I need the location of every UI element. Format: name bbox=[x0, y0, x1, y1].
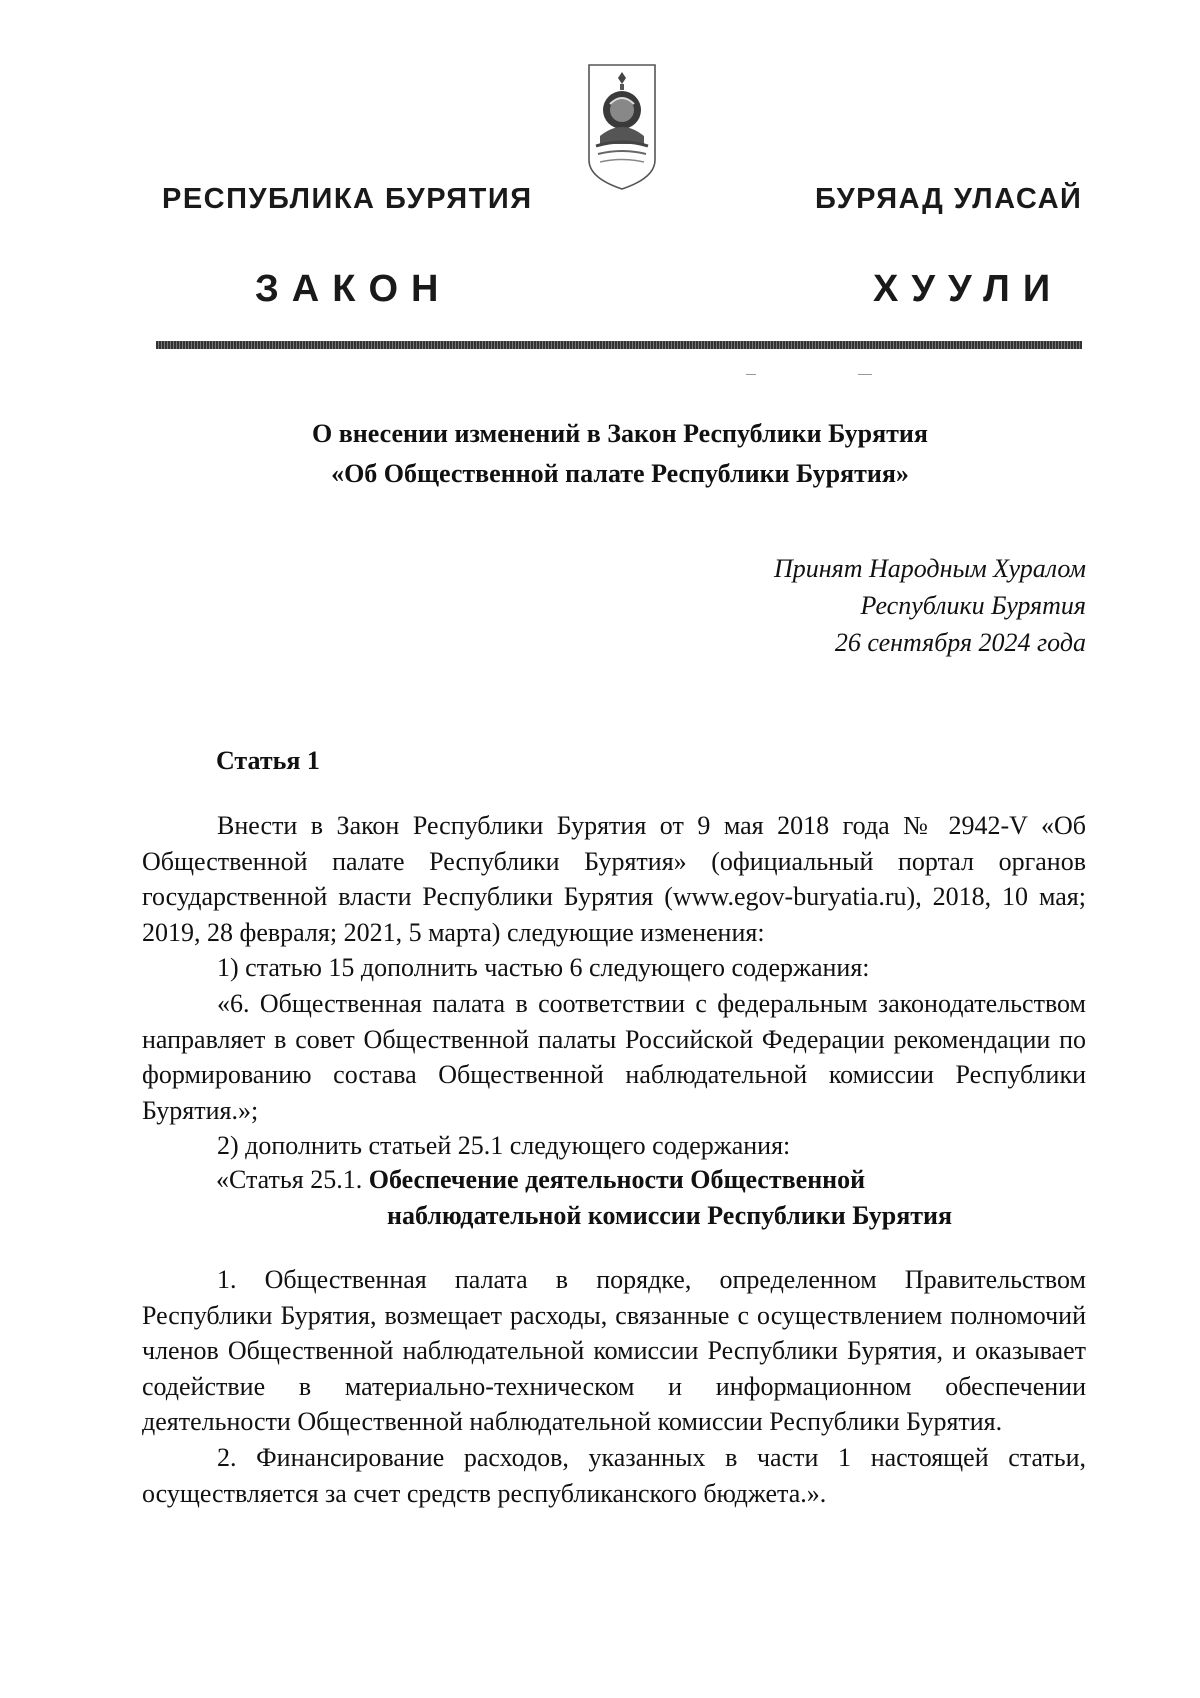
new-article-caption bbox=[216, 1162, 952, 1198]
new-article-title: Обеспечение деятельности Общественной bbox=[368, 1165, 866, 1194]
republic-name-russian: РЕСПУБЛИКА БУРЯТИЯ bbox=[162, 183, 533, 215]
scan-mark bbox=[858, 374, 872, 375]
new-article-number: «Статья 25.1. bbox=[216, 1165, 363, 1194]
adoption-line: Принят Народным Хуралом bbox=[773, 554, 1086, 583]
law-label-buryat: ХУУЛИ bbox=[873, 268, 1064, 310]
paragraph: «6. Общественная палата в соответствии с федеральным законодательством направляет в совет Общественной палаты Российской Федерации рекомендации по формированию состава Общественной наблюдательной комиссии Республики Бурятия.»; bbox=[142, 988, 1086, 1125]
paragraph: 1) статью 15 дополнить частью 6 следующего содержания: bbox=[217, 953, 870, 983]
paragraph: 2) дополнить статьей 25.1 следующего содержания: bbox=[217, 1131, 791, 1161]
adoption-date: 26 сентября 2024 года bbox=[834, 628, 1086, 657]
new-article-body bbox=[142, 1262, 1086, 1511]
emblem-icon bbox=[586, 62, 658, 192]
article-heading: Статья 1 bbox=[216, 746, 320, 775]
article-body bbox=[142, 808, 1086, 1164]
new-article-title-continued: наблюдательной комиссии Республики Бурятия bbox=[387, 1201, 953, 1230]
adoption-note bbox=[774, 550, 1086, 661]
title-line: «Об Общественной палате Республики Бурятия» bbox=[331, 459, 909, 488]
coat-of-arms-shield bbox=[589, 65, 655, 189]
new-article-heading bbox=[216, 1162, 952, 1234]
paragraph: Внести в Закон Республики Бурятия от 9 мая 2018 года № 2942-V «Об Общественной палате Республики Бурятия» (официальный портал органов государственной власти Республики Бурятия (www.egov-buryatia.ru), 2018, 10 мая; 2019, 28 февраля; 2021, 5 марта) следующие изменения: bbox=[142, 811, 1086, 947]
republic-name-buryat: БУРЯАД УЛАСАЙ bbox=[815, 183, 1083, 215]
scan-mark bbox=[746, 374, 756, 375]
paragraph: 2. Финансирование расходов, указанных в части 1 настоящей статьи, осуществляется за счет средств республиканского бюджета.». bbox=[142, 1442, 1086, 1508]
document-title bbox=[160, 414, 1080, 494]
title-line: О внесении изменений в Закон Республики Бурятия bbox=[312, 419, 928, 448]
paragraph: 1. Общественная палата в порядке, определенном Правительством Республики Бурятия, возмещает расходы, связанные с осуществлением полномочий членов Общественной наблюдательной комиссии Республики Бурятия, и оказывает содействие в материально-техническом и информационном обеспечении деятельности Общественной наблюдательной комиссии Республики Бурятия. bbox=[142, 1265, 1086, 1437]
adoption-line: Республики Бурятия bbox=[860, 591, 1086, 620]
header-divider bbox=[156, 341, 1082, 349]
law-label-russian: ЗАКОН bbox=[255, 268, 452, 310]
